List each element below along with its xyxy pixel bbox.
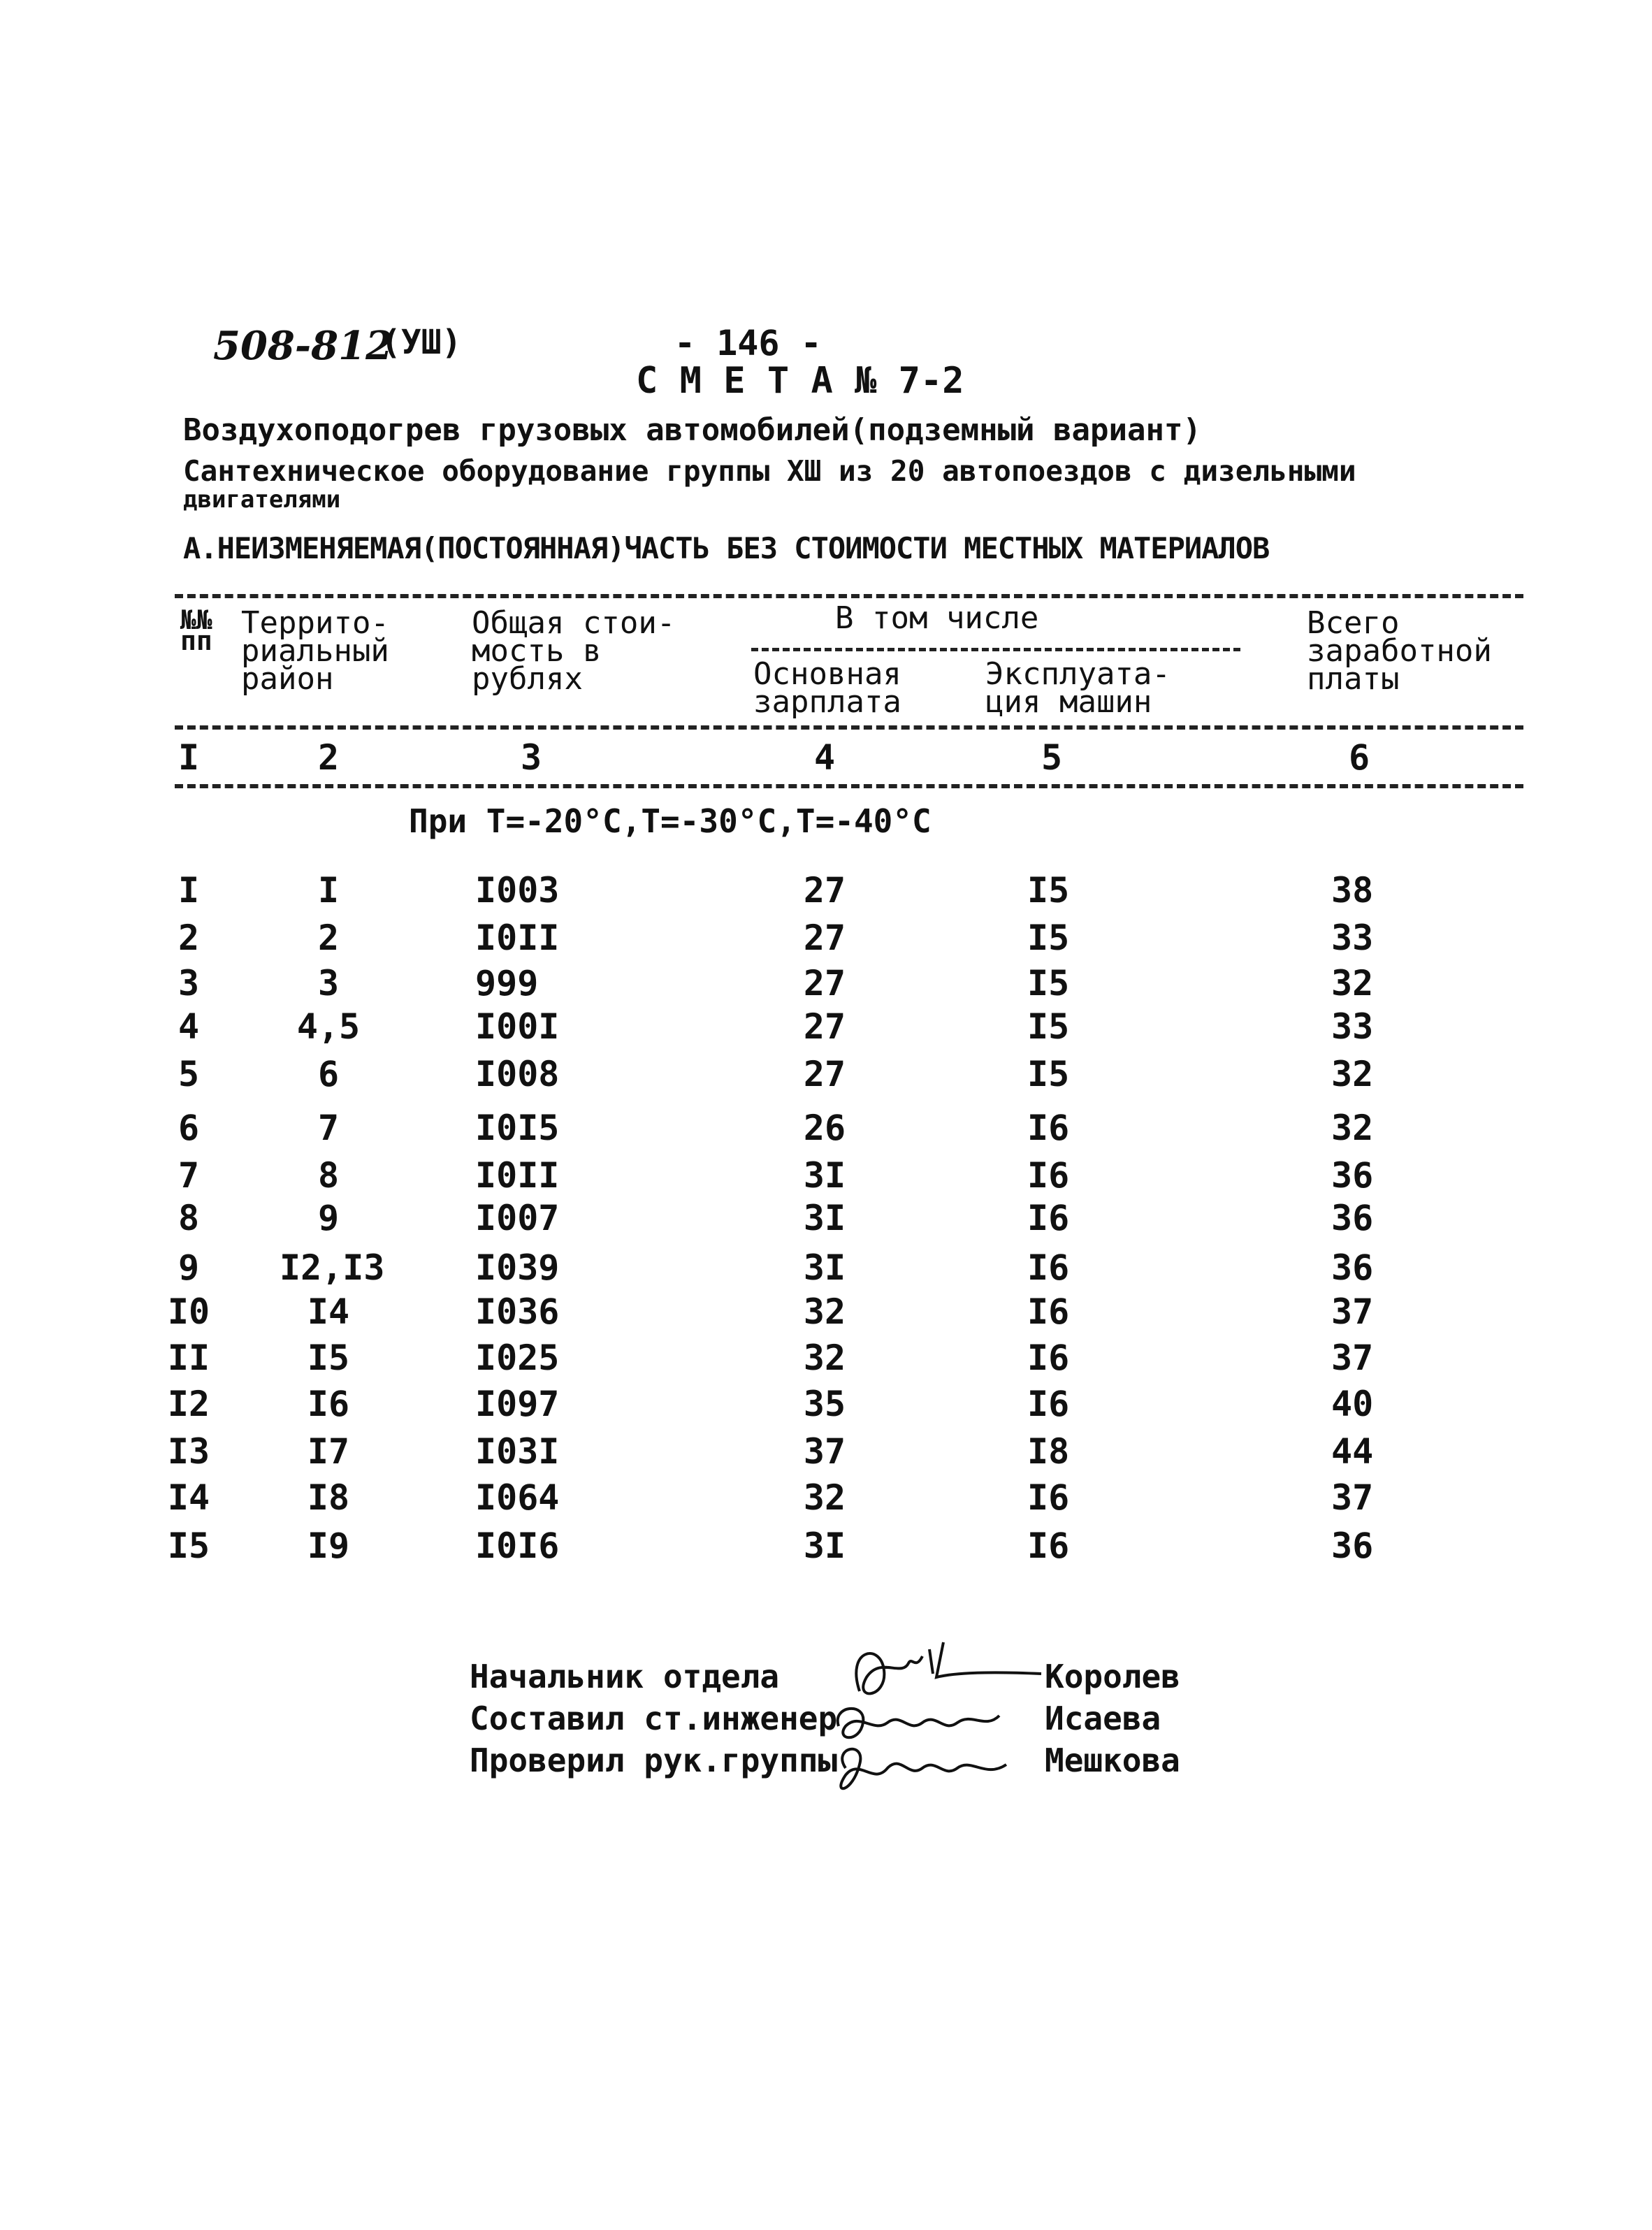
machine-operation-cell: I6 xyxy=(1027,1526,1070,1566)
territorial-region-cell: 6 xyxy=(317,1054,340,1094)
table-row xyxy=(0,1384,1652,1426)
machine-operation-cell: I6 xyxy=(1027,1291,1070,1332)
total-wages-cell: 32 xyxy=(1331,1054,1374,1094)
column-number: I xyxy=(177,737,200,778)
signature-role: Проверил рук.группы xyxy=(470,1742,838,1779)
machine-operation-cell: I5 xyxy=(1027,963,1070,1004)
row-number-cell: I2 xyxy=(167,1384,210,1424)
table-row xyxy=(0,1006,1652,1048)
header-total-wages: Всего заработной платы xyxy=(1307,605,1492,697)
subtitle-line-1: Воздухоподогрев грузовых автомобилей(подземный вариант) xyxy=(183,412,1201,448)
signature-name: Мешкова xyxy=(1045,1742,1180,1779)
total-cost-cell: I03I xyxy=(475,1431,560,1472)
territorial-region-cell: 3 xyxy=(317,963,340,1004)
column-numbers-rule xyxy=(175,784,1523,788)
page-number: - 146 - xyxy=(674,323,822,363)
machine-operation-cell: I5 xyxy=(1027,870,1070,911)
signature-name: Исаева xyxy=(1045,1700,1161,1737)
territorial-region-cell: I9 xyxy=(307,1526,350,1566)
base-salary-cell: 3I xyxy=(803,1155,846,1196)
column-number: 6 xyxy=(1349,737,1370,778)
header-machine-operation: Эксплуата- ция машин xyxy=(985,656,1171,720)
total-cost-cell: I0I5 xyxy=(475,1108,560,1148)
total-wages-cell: 36 xyxy=(1331,1198,1374,1238)
table-row xyxy=(0,1198,1652,1240)
header-base-salary: Основная зарплата xyxy=(753,656,901,720)
territorial-region-cell: I xyxy=(317,870,340,911)
base-salary-cell: 27 xyxy=(803,870,846,911)
machine-operation-cell: I5 xyxy=(1027,1006,1070,1047)
signature-role: Начальник отдела xyxy=(470,1658,780,1695)
row-number-cell: 2 xyxy=(177,918,200,958)
table-row xyxy=(0,1108,1652,1150)
header-territorial-region: Террито- риальный район xyxy=(241,605,389,697)
total-cost-cell: I039 xyxy=(475,1247,560,1288)
table-top-rule xyxy=(175,594,1523,598)
row-number-cell: 5 xyxy=(177,1054,200,1094)
subtitle-line-3: двигателями xyxy=(183,486,341,514)
column-number: 4 xyxy=(813,737,836,778)
territorial-region-cell: 7 xyxy=(317,1108,340,1148)
temperature-condition: При Т=-20°С,Т=-30°С,Т=-40°С xyxy=(409,802,932,840)
total-wages-cell: 40 xyxy=(1331,1384,1374,1424)
total-cost-cell: I0I6 xyxy=(475,1526,560,1566)
row-number-cell: I xyxy=(177,870,200,911)
machine-operation-cell: I6 xyxy=(1027,1384,1070,1424)
column-number: 3 xyxy=(521,737,542,778)
territorial-region-cell: 9 xyxy=(317,1198,340,1238)
total-wages-cell: 33 xyxy=(1331,918,1374,958)
base-salary-cell: 32 xyxy=(803,1338,846,1378)
signature-role: Составил ст.инженер xyxy=(470,1700,838,1737)
row-number-cell: I0 xyxy=(167,1291,210,1332)
territorial-region-cell: 4,5 xyxy=(296,1006,361,1047)
table-row xyxy=(0,1054,1652,1096)
machine-operation-cell: I6 xyxy=(1027,1155,1070,1196)
section-label: (УШ) xyxy=(381,323,462,362)
machine-operation-cell: I5 xyxy=(1027,918,1070,958)
base-salary-cell: 26 xyxy=(803,1108,846,1148)
machine-operation-cell: I6 xyxy=(1027,1198,1070,1238)
territorial-region-cell: 2 xyxy=(317,918,340,958)
header-including: В том числе xyxy=(835,600,1039,636)
total-cost-cell: I008 xyxy=(475,1054,560,1094)
row-number-cell: I3 xyxy=(167,1431,210,1472)
base-salary-cell: 27 xyxy=(803,963,846,1004)
total-cost-cell: I036 xyxy=(475,1291,560,1332)
territorial-region-cell: I2,I3 xyxy=(280,1247,385,1288)
total-wages-cell: 36 xyxy=(1331,1155,1374,1196)
machine-operation-cell: I5 xyxy=(1027,1054,1070,1094)
header-number: №№ пп xyxy=(180,604,212,656)
total-wages-cell: 32 xyxy=(1331,1108,1374,1148)
row-number-cell: I4 xyxy=(167,1477,210,1518)
machine-operation-cell: I6 xyxy=(1027,1477,1070,1518)
total-wages-cell: 37 xyxy=(1331,1477,1374,1518)
column-number: 2 xyxy=(317,737,340,778)
total-wages-cell: 32 xyxy=(1331,963,1374,1004)
document-stamp: 508-812 xyxy=(213,323,393,369)
total-wages-cell: 38 xyxy=(1331,870,1374,911)
table-row xyxy=(0,1155,1652,1197)
base-salary-cell: 35 xyxy=(803,1384,846,1424)
total-wages-cell: 33 xyxy=(1331,1006,1374,1047)
base-salary-cell: 32 xyxy=(803,1477,846,1518)
total-cost-cell: 999 xyxy=(475,963,539,1004)
base-salary-cell: 32 xyxy=(803,1291,846,1332)
handwritten-signatures xyxy=(825,1635,1055,1817)
row-number-cell: 6 xyxy=(177,1108,200,1148)
total-cost-cell: I0II xyxy=(475,918,560,958)
row-number-cell: 3 xyxy=(177,963,200,1004)
row-number-cell: 7 xyxy=(177,1155,200,1196)
base-salary-cell: 27 xyxy=(803,918,846,958)
total-cost-cell: I025 xyxy=(475,1338,560,1378)
column-numbers-row xyxy=(0,737,1652,779)
total-cost-cell: I007 xyxy=(475,1198,560,1238)
base-salary-cell: 37 xyxy=(803,1431,846,1472)
row-number-cell: 9 xyxy=(177,1247,200,1288)
machine-operation-cell: I6 xyxy=(1027,1338,1070,1378)
machine-operation-cell: I8 xyxy=(1027,1431,1070,1472)
table-row xyxy=(0,963,1652,1005)
territorial-region-cell: I6 xyxy=(307,1384,350,1424)
header-bottom-rule xyxy=(175,725,1523,730)
document-title: С М Е Т А № 7-2 xyxy=(636,360,964,402)
section-heading: А.НЕИЗМЕНЯЕМАЯ(ПОСТОЯННАЯ)ЧАСТЬ БЕЗ СТОИМОСТИ МЕСТНЫХ МАТЕРИАЛОВ xyxy=(183,531,1270,565)
row-number-cell: 4 xyxy=(177,1006,200,1047)
table-row xyxy=(0,1338,1652,1380)
table-row xyxy=(0,1477,1652,1519)
signature-name: Королев xyxy=(1045,1658,1180,1695)
table-row xyxy=(0,1431,1652,1473)
total-wages-cell: 37 xyxy=(1331,1291,1374,1332)
table-row xyxy=(0,918,1652,960)
territorial-region-cell: I7 xyxy=(307,1431,350,1472)
table-row xyxy=(0,1247,1652,1289)
total-wages-cell: 36 xyxy=(1331,1526,1374,1566)
total-cost-cell: I003 xyxy=(475,870,560,911)
table-row xyxy=(0,1291,1652,1333)
base-salary-cell: 3I xyxy=(803,1526,846,1566)
machine-operation-cell: I6 xyxy=(1027,1247,1070,1288)
subtitle-line-2: Сантехническое оборудование группы ХШ из 20 автопоездов с дизельными xyxy=(183,454,1356,488)
total-cost-cell: I064 xyxy=(475,1477,560,1518)
total-wages-cell: 37 xyxy=(1331,1338,1374,1378)
territorial-region-cell: 8 xyxy=(317,1155,340,1196)
header-total-cost: Общая стои- мость в рублях xyxy=(472,605,676,697)
base-salary-cell: 27 xyxy=(803,1054,846,1094)
territorial-region-cell: I8 xyxy=(307,1477,350,1518)
row-number-cell: II xyxy=(167,1338,210,1378)
base-salary-cell: 3I xyxy=(803,1198,846,1238)
total-wages-cell: 44 xyxy=(1331,1431,1374,1472)
table-row xyxy=(0,1526,1652,1567)
total-cost-cell: I0II xyxy=(475,1155,560,1196)
table-row xyxy=(0,870,1652,912)
territorial-region-cell: I5 xyxy=(307,1338,350,1378)
total-cost-cell: I00I xyxy=(475,1006,560,1047)
base-salary-cell: 3I xyxy=(803,1247,846,1288)
row-number-cell: 8 xyxy=(177,1198,200,1238)
column-number: 5 xyxy=(1041,737,1063,778)
row-number-cell: I5 xyxy=(167,1526,210,1566)
total-wages-cell: 36 xyxy=(1331,1247,1374,1288)
header-group-rule xyxy=(751,648,1240,651)
machine-operation-cell: I6 xyxy=(1027,1108,1070,1148)
total-cost-cell: I097 xyxy=(475,1384,560,1424)
territorial-region-cell: I4 xyxy=(307,1291,350,1332)
base-salary-cell: 27 xyxy=(803,1006,846,1047)
